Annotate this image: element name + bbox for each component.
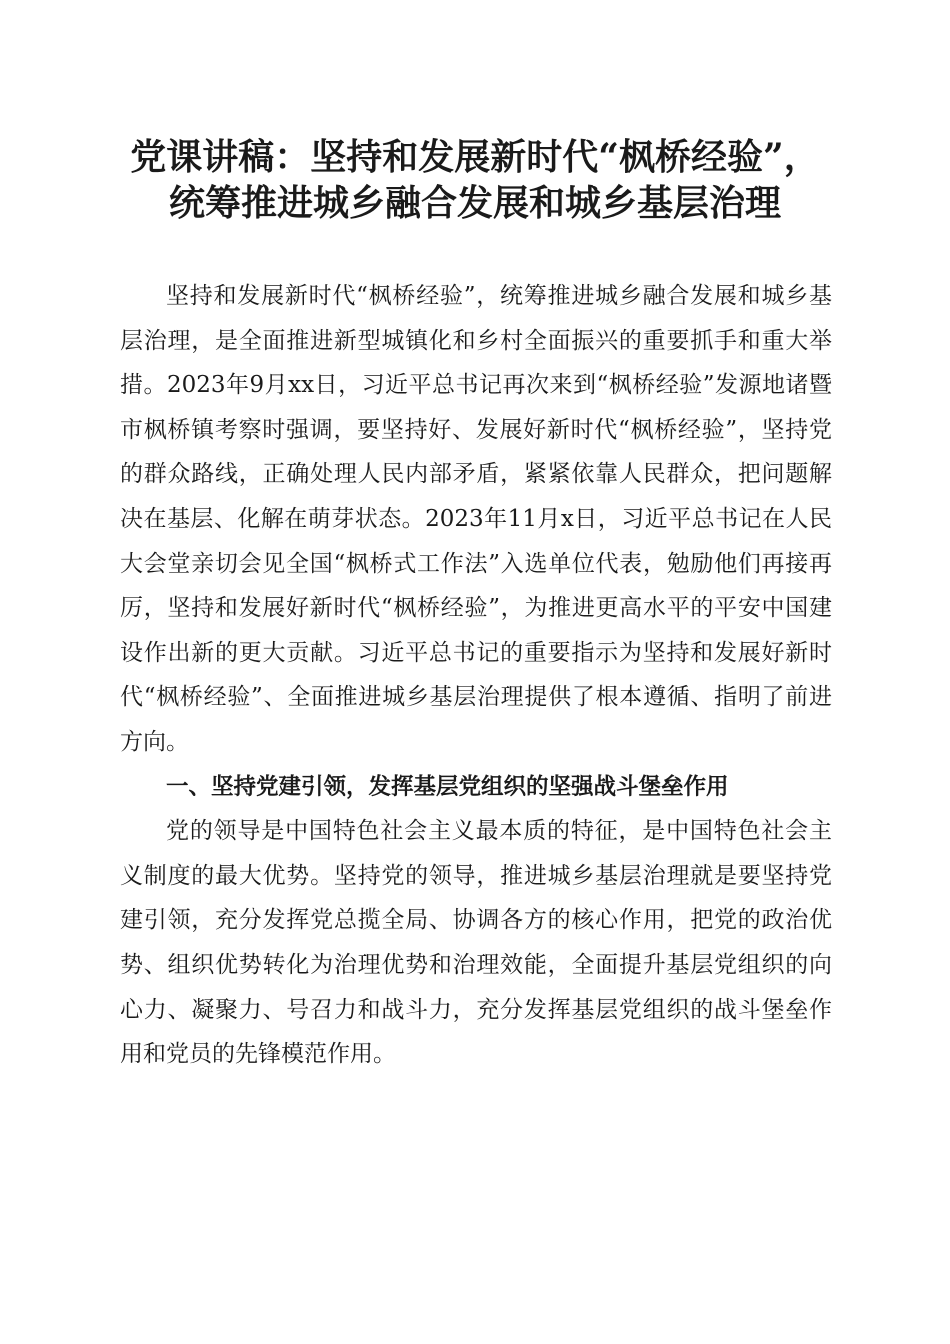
title-line-2: 统筹推进城乡融合发展和城乡基层治理 [168, 182, 781, 224]
section-heading-1: 一、坚持党建引领，发挥基层党组织的坚强战斗堡垒作用 [166, 773, 729, 800]
title-line-1: 党课讲稿：坚持和发展新时代“枫桥经验”， [130, 136, 820, 178]
section-1-paragraph: 党的领导是中国特色社会主义最本质的特征，是中国特色社会主义制度的最大优势。坚持党的领导，推进城乡基层治理就是要坚持党建引领，充分发挥党总揽全局、协调各方的核心作用，把党的政治优势、组织优势转化为治理优势和治理效能，全面提升基层党组织的向心力、凝聚力、号召力和战斗力，充分发挥基层党组织的战斗堡垒作用和党员的先锋模范作用。 [120, 818, 832, 1068]
intro-paragraph: 坚持和发展新时代“枫桥经验”，统筹推进城乡融合发展和城乡基层治理，是全面推进新型城镇化和乡村全面振兴的重要抓手和重大举措。2023年9月xx日，习近平总书记再次来到“枫桥经验”发源地诸暨市枫桥镇考察时强调，要坚持好、发展好新时代“枫桥经验”，坚持党的群众路线，正确处理人民内部矛盾，紧紧依靠人民群众，把问题解决在基层、化解在萌芽状态。2023年11月x日，习近平总书记在人民大会堂亲切会见全国“枫桥式工作法”入选单位代表，勉励他们再接再厉，坚持和发展好新时代“枫桥经验”，为推进更高水平的平安中国建设作出新的更大贡献。习近平总书记的重要指示为坚持和发展好新时代“枫桥经验”、全面推进城乡基层治理提供了根本遵循、指明了前进方向。 [120, 283, 832, 755]
document-body [120, 274, 832, 1077]
document-title [100, 134, 850, 226]
